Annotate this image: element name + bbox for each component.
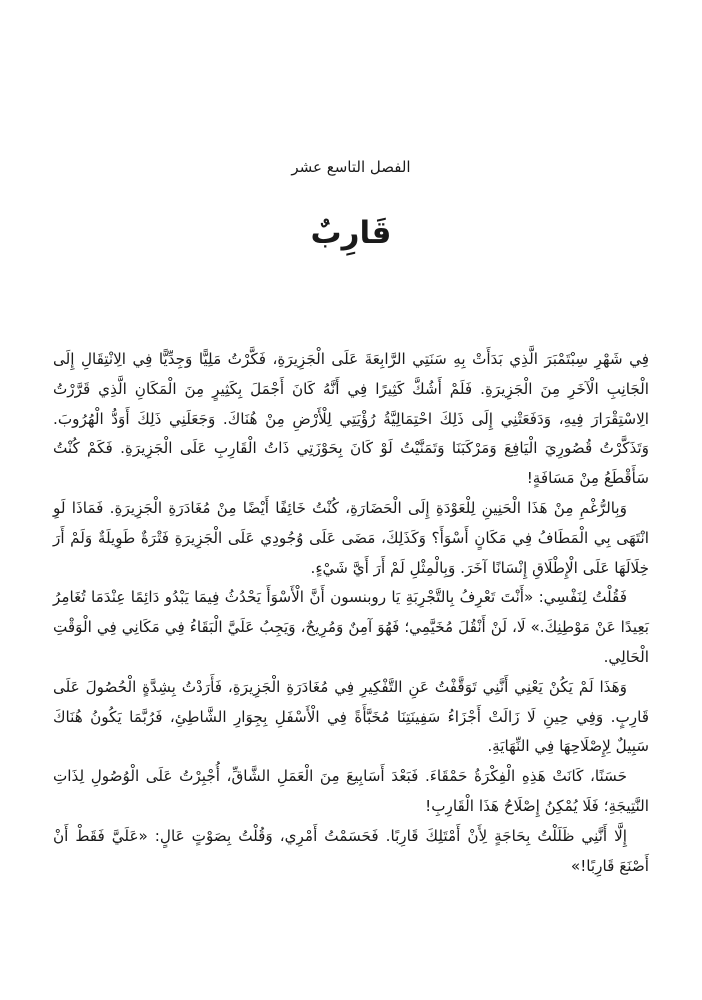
- chapter-label: الفصل التاسع عشر: [291, 158, 411, 176]
- paragraph-2: وَبِالرُّغْمِ مِنْ هَذَا الْحَنِينِ لِلْعَوْدَةِ إِلَى الْحَضَارَةِ، كُنْتُ خَائِفًا أَيْضًا مِنْ مُغَادَرَةِ الْجَزِيرَةِ. فَمَاذَا لَوِ انْتَهَى بِي الْمَطَافُ فِي مَكَانٍ أَسْوَأَ؟ وَكَذَلِكَ، مَضَى عَلَى وُجُودِي عَلَى الْجَزِيرَةِ فَتْرَةٌ طَوِيلَةٌ وَلَمْ أَرَ خِلَالَهَا عَلَى الْإِطْلَاقِ إِنْسَانًا آخَرَ. وَبِالْمِثْلِ لَمْ أَرَ أَيَّ شَيْءٍ.: [53, 498, 649, 577]
- paragraph-1: فِي شَهْرِ سِبْتَمْبَرَ الَّذِي بَدَأَتْ بِهِ سَنَتِي الرَّابِعَةَ عَلَى الْجَزِيرَةِ، فَكَّرْتُ مَلِيًّا وَجِدِّيًّا فِي الِانْتِقَالِ إِلَى الْجَانِبِ الْآخَرِ مِنَ الْجَزِيرَةِ. فَلَمْ أَشُكَّ كَثِيرًا فِي أَنَّهُ كَانَ أَجْمَلَ بِكَثِيرٍ مِنَ الْمَكَانِ الَّذِي قَرَّرْتُ الِاسْتِقْرَارَ فِيهِ، وَدَفَعَتْنِي إِلَى ذَلِكَ احْتِمَالِيَّةُ رُؤْيَتِي لِلْأَرْضِ مِنْ هُنَاكَ. وَجَعَلَنِي ذَلِكَ أَوَدُّ الْهُرُوبَ. وَتَذَكَّرْتُ قُصُورِيَ الْيَافِعَ وَمَرْكَبَنَا وَتَمَنَّيْتُ لَوْ كَانَ بِحَوْزَتِي ذَاتُ الْقَارِبِ عَلَى الْجَزِيرَةِ. فَكَمْ كُنْتُ سَأَقْطَعُ مِنْ مَسَافَةٍ!: [53, 350, 649, 488]
- chapter-title: قَارِبٌ: [310, 215, 392, 251]
- paragraph-6: إِلَّا أَنَّنِي ظَلَلْتُ بِحَاجَةٍ لِأَنْ أَمْتَلِكَ قَارِبًا. فَحَسَمْتُ أَمْرِي، وَقُلْتُ بِصَوْتٍ عَالٍ: «عَلَيَّ فَقَطْ أَنْ أَصْنَعَ قَارِبًا!»: [53, 826, 649, 875]
- chapter-body: [53, 345, 649, 881]
- paragraph-5: حَسَنًا، كَانَتْ هَذِهِ الْفِكْرَةُ حَمْقَاءَ. فَبَعْدَ أَسَابِيعَ مِنَ الْعَمَلِ الشَّاقِّ، أُجْبِرْتُ عَلَى الْوُصُولِ لِذَاتِ النَّتِيجَةِ؛ فَلَا يُمْكِنُ إِصْلَاحُ هَذَا الْقَارِبِ!: [53, 767, 649, 815]
- paragraph-3: فَقُلْتُ لِنَفْسِي: «أَنْتَ تَعْرِفُ بِالتَّجْرِبَةِ يَا روبنسون أَنَّ الْأَسْوَأَ يَحْدُثُ فِيمَا يَبْدُو دَائِمًا عِنْدَمَا تُغَامِرُ بَعِيدًا عَنْ مَوْطِنِكَ.» لَا، لَنْ أَنْقُلَ مُخَيَّمِي؛ فَهُوَ آمِنٌ وَمُرِيحٌ، وَيَجِبُ عَلَيَّ الْبَقَاءُ فِي مَكَانِي فِي الْوَقْتِ الْحَالِي.: [53, 588, 649, 666]
- paragraph-4: وَهَذَا لَمْ يَكُنْ يَعْنِي أَنَّنِي تَوَقَّفْتُ عَنِ التَّفْكِيرِ فِي مُغَادَرَةِ الْجَزِيرَةِ، فَأَرَدْتُ بِشِدَّةٍ الْحُصُولَ عَلَى قَارِبٍ. وَفِي حِينِ لَا زَالَتْ أَجْزَاءُ سَفِينَتِنَا مُخَبَّأَةً فِي الْأَسْفَلِ بِجِوَارِ الشَّاطِئِ، فَرُبَّمَا يَكُونُ هُنَاكَ سَبِيلٌ لِإِصْلَاحِهَا فِي النِّهَايَةِ.: [53, 677, 649, 756]
